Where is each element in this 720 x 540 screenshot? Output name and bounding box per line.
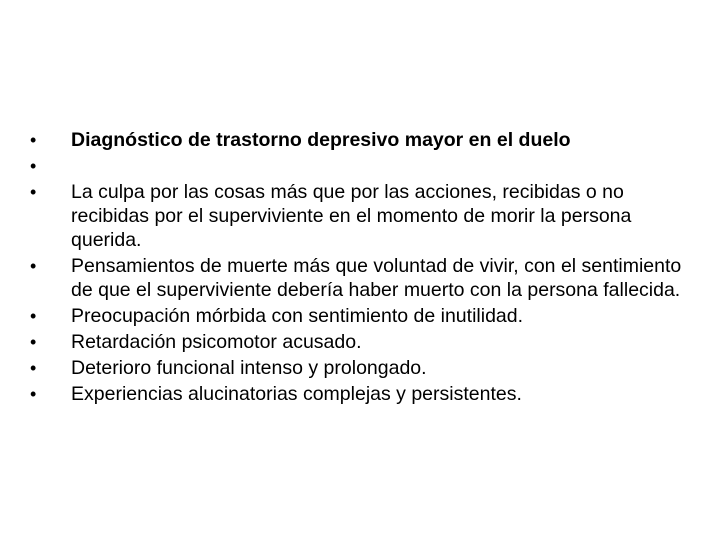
- bullet-dot-icon: •: [30, 384, 37, 404]
- bullet-dot-icon: •: [30, 182, 37, 202]
- bullet-item: [30, 180, 690, 252]
- bullet-text: Deterioro funcional intenso y prolongado.: [71, 357, 427, 379]
- bullet-dot-icon: •: [30, 256, 37, 276]
- bullet-item: [30, 330, 690, 354]
- bullet-dot-icon: •: [30, 306, 37, 326]
- bullet-text: Pensamientos de muerte más que voluntad de vivir, con el sentimiento de que el superviviente debería haber muerto con la persona fallecida.: [71, 255, 682, 301]
- bullet-item: [30, 304, 690, 328]
- bullet-item: [30, 356, 690, 380]
- bullet-text: Preocupación mórbida con sentimiento de inutilidad.: [71, 305, 524, 327]
- bullet-text: Retardación psicomotor acusado.: [71, 331, 362, 353]
- bullet-text: Experiencias alucinatorias complejas y persistentes.: [71, 383, 522, 405]
- bullet-item: [30, 254, 690, 302]
- bullet-dot-icon: •: [30, 130, 37, 150]
- bullet-item-empty: [30, 154, 690, 178]
- bullet-text: Diagnóstico de trastorno depresivo mayor en el duelo: [71, 129, 571, 151]
- bullet-dot-icon: •: [30, 156, 37, 176]
- bullet-dot-icon: •: [30, 358, 37, 378]
- bullet-item: [30, 382, 690, 406]
- bullet-text: La culpa por las cosas más que por las acciones, recibidas o no recibidas por el superviviente en el momento de morir la persona querida.: [71, 181, 632, 251]
- bullet-list: [30, 128, 690, 408]
- bullet-item-heading: [30, 128, 690, 152]
- bullet-dot-icon: •: [30, 332, 37, 352]
